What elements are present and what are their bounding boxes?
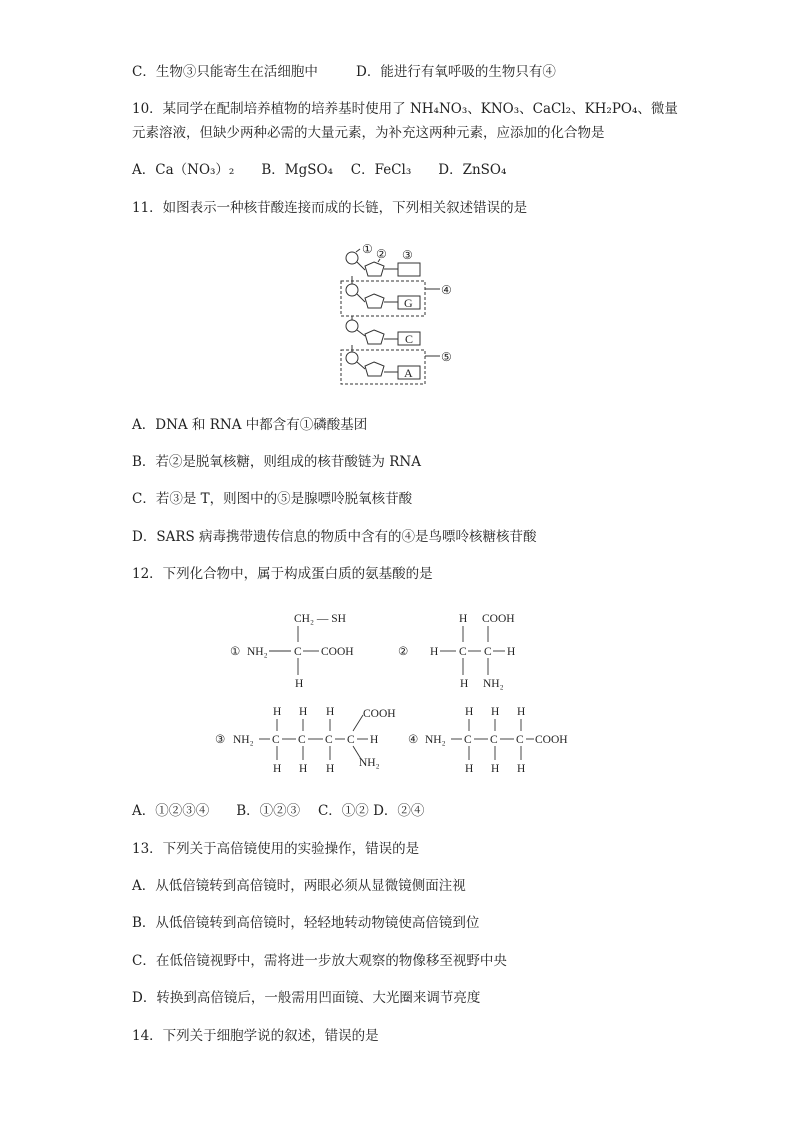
s1-left: NH₂: [247, 646, 268, 658]
s3-num: ③: [215, 734, 226, 746]
s2-c2: C: [484, 646, 492, 658]
s1-bottom: H: [295, 678, 304, 690]
s4-nh2: NH₂: [425, 734, 446, 746]
s1-center: C: [294, 646, 302, 658]
s3-h-top-3: H: [326, 706, 335, 718]
s3-h-top-1: H: [273, 706, 282, 718]
q13-option-b: B．从低倍镜转到高倍镜时，轻轻地转动物镜使高倍镜到位: [132, 915, 480, 931]
q10-stem-line1: 10．某同学在配制培养植物的培养基时使用了 NH₄NO₃、KNO₃、CaCl₂、KH₂PO₄、微量: [132, 101, 678, 117]
s4-c2: C: [490, 734, 498, 746]
base-a: A: [404, 366, 413, 380]
q12-options: A．①②③④ B．①②③ C．①② D．②④: [132, 803, 425, 819]
s2-left: H: [430, 646, 439, 658]
s3-c4: C: [347, 734, 355, 746]
s3-c3: C: [325, 734, 333, 746]
base-g: G: [404, 296, 413, 310]
s2-c1: C: [459, 646, 467, 658]
s3-h-top-2: H: [299, 706, 308, 718]
q11-option-d: D．SARS 病毒携带遗传信息的物质中含有的④是鸟嘌呤核糖核苷酸: [132, 529, 537, 545]
s3-c1: C: [272, 734, 280, 746]
s3-h-bot-1: H: [273, 763, 282, 775]
q11-option-c: C．若③是 T，则图中的⑤是腺嘌呤脱氧核苷酸: [132, 491, 413, 507]
s4-h-bot-1: H: [465, 763, 474, 775]
s4-num: ④: [408, 734, 419, 746]
q9-option-c: C．生物③只能寄生在活细胞中: [132, 64, 318, 80]
label-2: ②: [376, 247, 387, 261]
s1-num: ①: [230, 646, 241, 658]
nucleotide-chain-diagram: [338, 238, 468, 388]
s2-nh2: NH₂: [483, 678, 504, 690]
q14-stem: 14．下列关于细胞学说的叙述，错误的是: [132, 1028, 379, 1044]
s3-h-right: H: [370, 734, 379, 746]
s2-h1: H: [459, 613, 468, 625]
s3-nh2: NH₂: [233, 734, 254, 746]
label-5: ⑤: [441, 350, 452, 364]
s2-num: ②: [398, 646, 409, 658]
q9-option-d: D．能进行有氧呼吸的生物只有④: [356, 64, 556, 80]
q10-options: A．Ca（NO₃）₂ B．MgSO₄ C．FeCl₃ D．ZnSO₄: [132, 162, 507, 178]
s2-h2: H: [460, 678, 469, 690]
s4-h-top-1: H: [465, 706, 474, 718]
s3-c2: C: [298, 734, 306, 746]
s3-cooh: COOH: [363, 708, 396, 720]
s4-h-top-2: H: [491, 706, 500, 718]
label-3: ③: [402, 248, 413, 262]
amino-acid-structures: [215, 605, 595, 780]
s1-top: CH₂ — SH: [294, 613, 346, 625]
q10-stem-line2: 元素溶液，但缺少两种必需的大量元素，为补充这两种元素，应添加的化合物是: [132, 125, 605, 141]
s4-h-bot-3: H: [517, 763, 526, 775]
q13-stem: 13．下列关于高倍镜使用的实验操作，错误的是: [132, 841, 420, 857]
s4-h-top-3: H: [517, 706, 526, 718]
q12-stem: 12．下列化合物中，属于构成蛋白质的氨基酸的是: [132, 566, 433, 582]
s4-h-bot-2: H: [491, 763, 500, 775]
label-1: ①: [362, 242, 373, 256]
s4-cooh: COOH: [535, 734, 568, 746]
s3-nh2b: NH₂: [359, 757, 380, 769]
q13-option-c: C．在低倍镜视野中，需将进一步放大观察的物像移至视野中央: [132, 953, 507, 969]
label-4: ④: [441, 283, 452, 297]
s3-h-bot-2: H: [299, 763, 308, 775]
s3-h-bot-3: H: [326, 763, 335, 775]
s2-cooh: COOH: [482, 613, 515, 625]
q13-option-d: D．转换到高倍镜后，一般需用凹面镜、大光圈来调节亮度: [132, 990, 481, 1006]
s1-right: COOH: [321, 646, 354, 658]
s4-c3: C: [516, 734, 524, 746]
base-c: C: [405, 332, 414, 346]
q11-option-b: B．若②是脱氧核糖，则组成的核苷酸链为 RNA: [132, 454, 421, 470]
s2-right: H: [507, 646, 516, 658]
q11-option-a: A．DNA 和 RNA 中都含有①磷酸基团: [132, 417, 368, 433]
s4-c1: C: [464, 734, 472, 746]
q13-option-a: A．从低倍镜转到高倍镜时，两眼必须从显微镜侧面注视: [132, 878, 466, 894]
q11-stem: 11．如图表示一种核苷酸连接而成的长链，下列相关叙述错误的是: [132, 200, 528, 216]
